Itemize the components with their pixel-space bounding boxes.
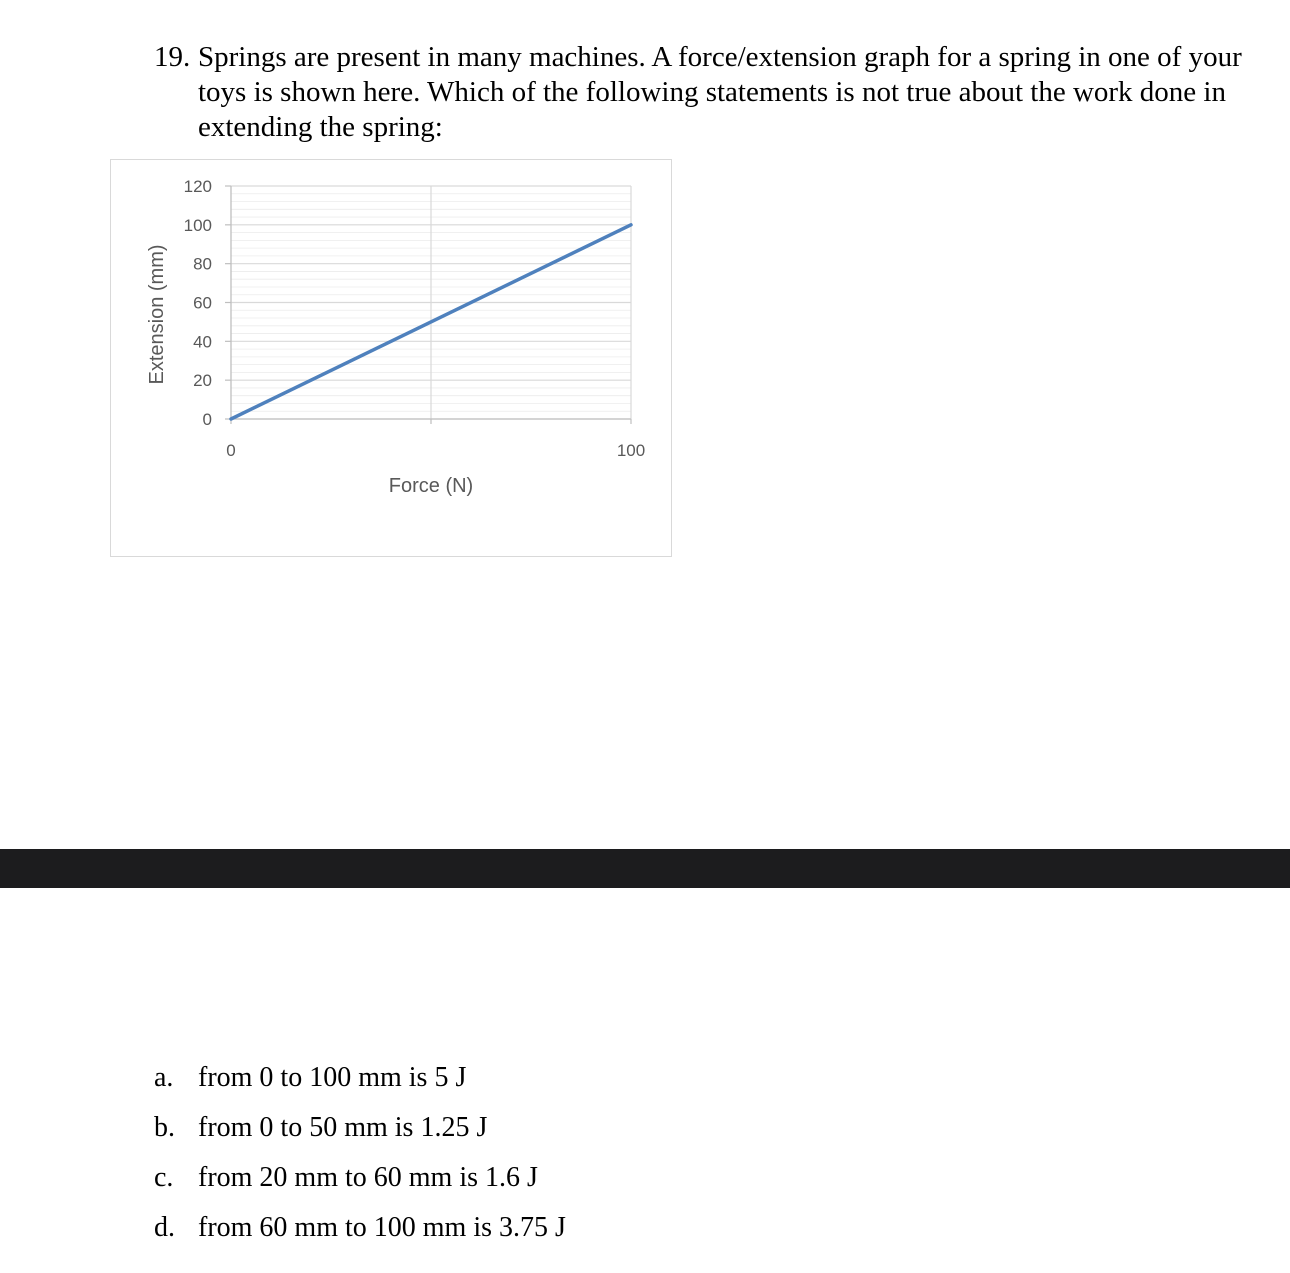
force-extension-chart bbox=[111, 160, 673, 558]
y-tick-label: 40 bbox=[193, 332, 212, 352]
x-axis-title: Force (N) bbox=[388, 475, 474, 497]
option-text: from 60 mm to 100 mm is 3.75 J bbox=[198, 1212, 566, 1243]
option-b[interactable] bbox=[0, 1112, 1290, 1152]
y-tick-label: 60 bbox=[193, 293, 212, 313]
chart-grid bbox=[231, 186, 631, 419]
option-letter: a. bbox=[154, 1062, 174, 1093]
y-tick-label: 20 bbox=[193, 371, 212, 391]
option-d[interactable] bbox=[0, 1212, 1290, 1252]
option-letter: d. bbox=[154, 1212, 175, 1243]
y-tick-label: 80 bbox=[193, 254, 212, 274]
y-tick-label: 0 bbox=[202, 410, 212, 429]
y-tick-label: 100 bbox=[183, 215, 212, 235]
chart-frame bbox=[110, 159, 672, 557]
option-text: from 0 to 50 mm is 1.25 J bbox=[198, 1112, 488, 1143]
black-divider-bar bbox=[0, 849, 1290, 888]
option-letter: c. bbox=[154, 1162, 174, 1193]
x-tick-label: 100 bbox=[616, 441, 646, 460]
y-tick-label: 120 bbox=[183, 177, 212, 196]
x-tick-label: 0 bbox=[226, 441, 236, 460]
option-letter: b. bbox=[154, 1112, 175, 1143]
question-number: 19. bbox=[154, 41, 191, 73]
option-text: from 20 mm to 60 mm is 1.6 J bbox=[198, 1162, 538, 1193]
y-axis-title: Extension (mm) bbox=[146, 244, 168, 385]
option-c[interactable] bbox=[0, 1162, 1290, 1202]
option-text: from 0 to 100 mm is 5 J bbox=[198, 1062, 467, 1093]
question-text: Springs are present in many machines. A force/extension graph for a spring in one of your toys is shown here. Which of the following statements is not true about the work done in extending the spring: bbox=[198, 41, 1242, 143]
option-a[interactable] bbox=[0, 1062, 1290, 1102]
